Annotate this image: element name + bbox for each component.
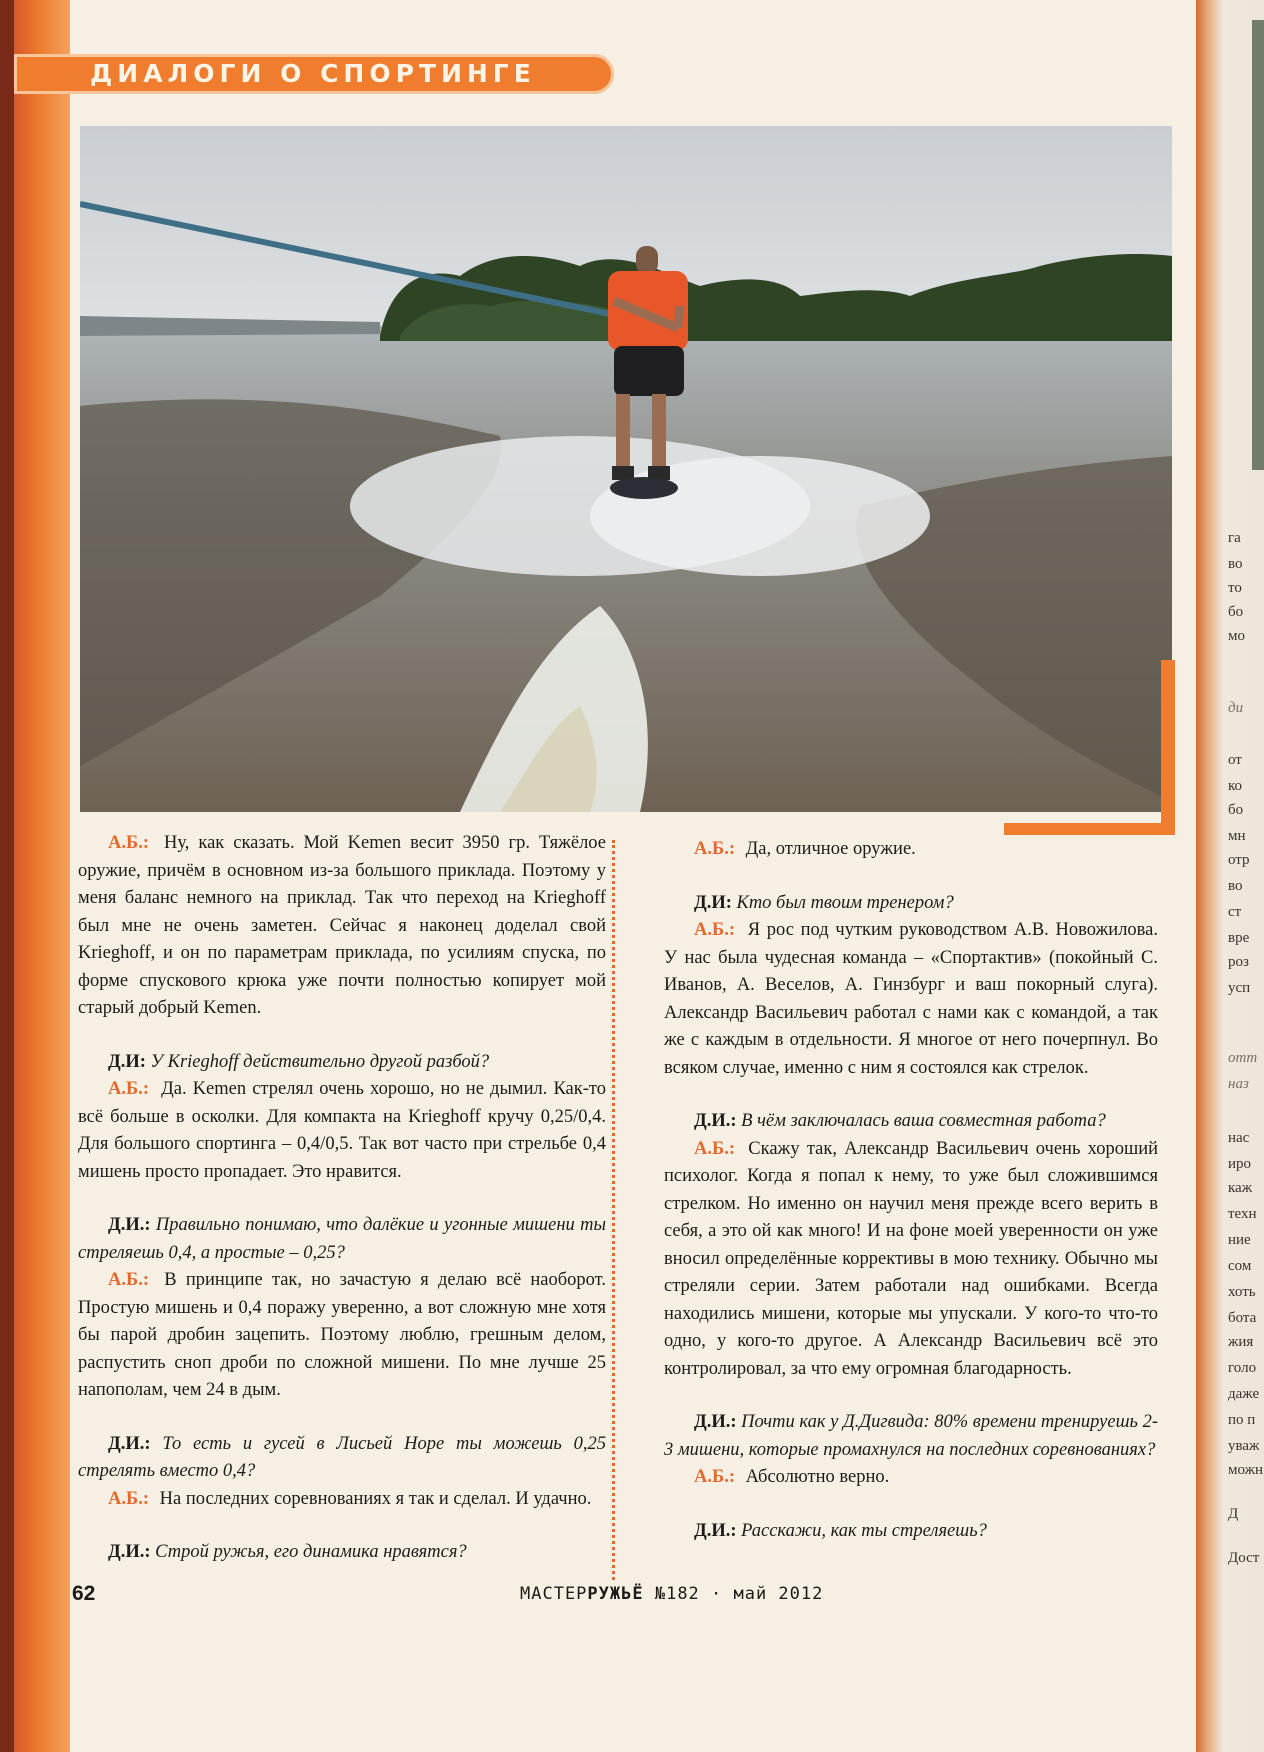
- adjacent-page-fragment: бота: [1228, 1310, 1257, 1326]
- paragraph-text: То есть и гусей в Лисьей Норе ты можешь 0,25 стрелять вместо 0,4?: [78, 1433, 607, 1481]
- adjacent-page-fragment: по п: [1228, 1412, 1256, 1428]
- adjacent-page-fragment: усп: [1228, 980, 1251, 996]
- speaker-label: А.Б.:: [108, 1488, 150, 1509]
- interview-answer: [78, 1486, 606, 1514]
- speaker-label: Д.И.:: [108, 1433, 151, 1454]
- paragraph-text: Я рос под чутким руководством А.В. Новожилова. У нас была чудесная команда – «Спортактив» (покойный С. Иванов, А. Веселов, А. Гинзбург и ваш покорный слуга). Александр Васильевич работал с нами как с командой, а так же с каждым в отдельности. Я многое от него почерпнул. Во всяком случае, именно с ним я состоялся как стрелок.: [664, 920, 1159, 1078]
- adjacent-page-fragment: ко: [1228, 778, 1243, 794]
- adjacent-page-fragment: сом: [1228, 1258, 1252, 1274]
- paragraph-text: В принципе так, но зачастую я делаю всё наоборот. Простую мишень и 0,4 поражу уверенно, а вот сложную мне хотя бы парой дробин зацепить. Поэтому люблю, грешным делом, распустить сноп дроби по сложной мишени. По мне лучше 25 напополам, чем 24 в дым.: [78, 1270, 607, 1400]
- adjacent-page-fragment: мн: [1228, 828, 1246, 844]
- interview-question: [664, 1409, 1158, 1464]
- paragraph-text: Строй ружья, его динамика нравятся?: [155, 1542, 467, 1562]
- adjacent-page-photo-edge: [1252, 20, 1264, 470]
- credit-prefix: МАСТЕР: [520, 1584, 588, 1604]
- adjacent-page-fragment: наз: [1228, 1076, 1249, 1092]
- interview-answer: [664, 836, 1158, 864]
- speaker-label: А.Б.:: [108, 833, 150, 853]
- adjacent-page-fragment: бо: [1228, 802, 1244, 818]
- photo-illustration: [80, 126, 1172, 812]
- credit-issue: №182 · май 2012: [643, 1584, 824, 1604]
- orange-accent-bar-horizontal: [1004, 823, 1174, 835]
- paragraph-text: Да, отличное оружие.: [745, 839, 916, 859]
- speaker-label: Д.И.:: [108, 1542, 151, 1562]
- adjacent-page-fragment: даже: [1228, 1386, 1260, 1402]
- wakeboarder-photo: [80, 126, 1172, 812]
- interview-question: [78, 1431, 606, 1486]
- speaker-label: Д.И.:: [694, 1520, 737, 1541]
- paragraph-text: Расскажи, как ты стреляешь?: [741, 1520, 987, 1541]
- adjacent-page-fragment: иро: [1228, 1156, 1252, 1172]
- adjacent-page-fragment: каж: [1228, 1180, 1253, 1196]
- adjacent-page-fragment: во: [1228, 556, 1243, 572]
- paragraph-text: Почти как у Д.Дигвида: 80% времени тренируешь 2-3 мишени, которые промахнулся на последних соревнованиях?: [664, 1412, 1159, 1460]
- section-header-title: ДИАЛОГИ О СПОРТИНГЕ: [90, 59, 536, 88]
- adjacent-page-fragment: жия: [1228, 1334, 1254, 1350]
- adjacent-page-fragment: нас: [1228, 1130, 1250, 1146]
- interview-question: [78, 1049, 606, 1077]
- interview-answer: [664, 917, 1158, 1082]
- adjacent-page-fragment: то: [1228, 580, 1242, 596]
- binding-edge: [0, 0, 14, 1752]
- interview-answer: [78, 830, 606, 1023]
- credit-brand: РУЖЬЁ: [587, 1584, 644, 1604]
- adjacent-page-fragment: Д: [1228, 1506, 1239, 1522]
- adjacent-page-fragment: техн: [1228, 1206, 1257, 1222]
- adjacent-page-fragment: во: [1228, 878, 1243, 894]
- paragraph-text: Скажу так, Александр Васильевич очень хороший психолог. Когда я попал к нему, то уже был сложившимся стрелком. Но именно он научил меня прежде всего верить в себя, а это ой как много! И на фоне моей уверенности он уже вносил определённые коррективы в мою технику. Обычно мы стреляли серии. Затем работали над ошибками. Всегда находились мишени, которые мы упускали. У кого-то что-то одно, у кого-то другое. А Александр Васильевич всё это контролировал, за что ему огромная благодарность.: [664, 1138, 1158, 1379]
- adjacent-page-fragment: отр: [1228, 852, 1250, 868]
- interview-question: [664, 1108, 1158, 1136]
- paragraph-text: В чём заключалась ваша совместная работа?: [741, 1111, 1106, 1131]
- article-column-left: [78, 830, 606, 1593]
- speaker-label: А.Б.:: [694, 1467, 736, 1487]
- adjacent-page-fragment: Дост: [1228, 1550, 1260, 1566]
- interview-answer: [664, 1136, 1158, 1384]
- speaker-label: А.Б.:: [694, 920, 736, 940]
- interview-answer: [664, 1464, 1158, 1492]
- adjacent-page-fragment: роз: [1228, 954, 1249, 970]
- paragraph-text: На последних соревнованиях я так и сделал. И удачно.: [159, 1488, 592, 1509]
- column-divider: [612, 840, 615, 1580]
- interview-answer: [78, 1267, 606, 1405]
- paragraph-text: Да. Kemen стрелял очень хорошо, но не дымил. Как-то всё больше в осколки. Для компакта на Krieghoff кручу 0,25/0,4. Для большого спортинга – 0,4/0,5. Так вот часто при стрельбе 0,4 мишень просто пропадает. Это нравится.: [78, 1079, 606, 1182]
- interview-question: [664, 1518, 1158, 1546]
- speaker-label: Д.И:: [108, 1051, 146, 1072]
- interview-question: [664, 890, 1158, 918]
- paragraph-text: У Krieghoff действительно другой разбой?: [150, 1051, 490, 1072]
- article-column-right: [664, 836, 1158, 1571]
- adjacent-page-fragment: мо: [1228, 628, 1245, 644]
- adjacent-page-fragment: можн: [1228, 1462, 1264, 1478]
- adjacent-page-fragment: от: [1228, 752, 1242, 768]
- magazine-credit: [520, 1584, 823, 1604]
- adjacent-page-fragment: отт: [1228, 1050, 1258, 1066]
- paragraph-text: Абсолютно верно.: [745, 1467, 890, 1487]
- speaker-label: А.Б.:: [694, 839, 736, 859]
- speaker-label: Д.И:: [694, 892, 732, 913]
- adjacent-page-fragment: ст: [1228, 904, 1242, 920]
- speaker-label: Д.И.:: [694, 1111, 737, 1131]
- interview-question: [78, 1212, 606, 1267]
- adjacent-page-fragment: уваж: [1228, 1438, 1260, 1454]
- speaker-label: А.Б.:: [694, 1138, 736, 1159]
- paragraph-text: Правильно понимаю, что далёкие и угонные мишени ты стреляешь 0,4, а простые – 0,25?: [78, 1215, 606, 1263]
- adjacent-page-fragment: голо: [1228, 1360, 1257, 1376]
- interview-question: [78, 1539, 606, 1567]
- adjacent-page-fragment: ние: [1228, 1232, 1251, 1248]
- paragraph-text: Кто был твоим тренером?: [736, 892, 954, 913]
- interview-answer: [78, 1076, 606, 1186]
- paragraph-text: Ну, как сказать. Мой Kemen весит 3950 гр. Тяжёлое оружие, причём в основном из-за большого приклада. Поэтому у меня баланс немного на приклад. Так что переход на Krieghoff был мне не очень заметен. Сейчас я наконец доделал свой Krieghoff, и он по параметрам приклада, по усилиям спуска, по форме спускового крюка уже почти полностью копирует мой старый добрый Kemen.: [78, 833, 606, 1018]
- speaker-label: А.Б.:: [108, 1079, 150, 1099]
- orange-accent-bar-vertical: [1161, 660, 1175, 835]
- speaker-label: Д.И.:: [694, 1412, 737, 1432]
- adjacent-page-fragment: вре: [1228, 930, 1250, 946]
- adjacent-page-fragment: ди: [1228, 700, 1244, 716]
- adjacent-page-fragment: бо: [1228, 604, 1244, 620]
- speaker-label: А.Б.:: [108, 1270, 150, 1290]
- speaker-label: Д.И.:: [108, 1215, 151, 1235]
- adjacent-page-fragment: га: [1228, 530, 1241, 546]
- page-number: 62: [72, 1582, 96, 1605]
- adjacent-page-fragment: хоть: [1228, 1284, 1256, 1300]
